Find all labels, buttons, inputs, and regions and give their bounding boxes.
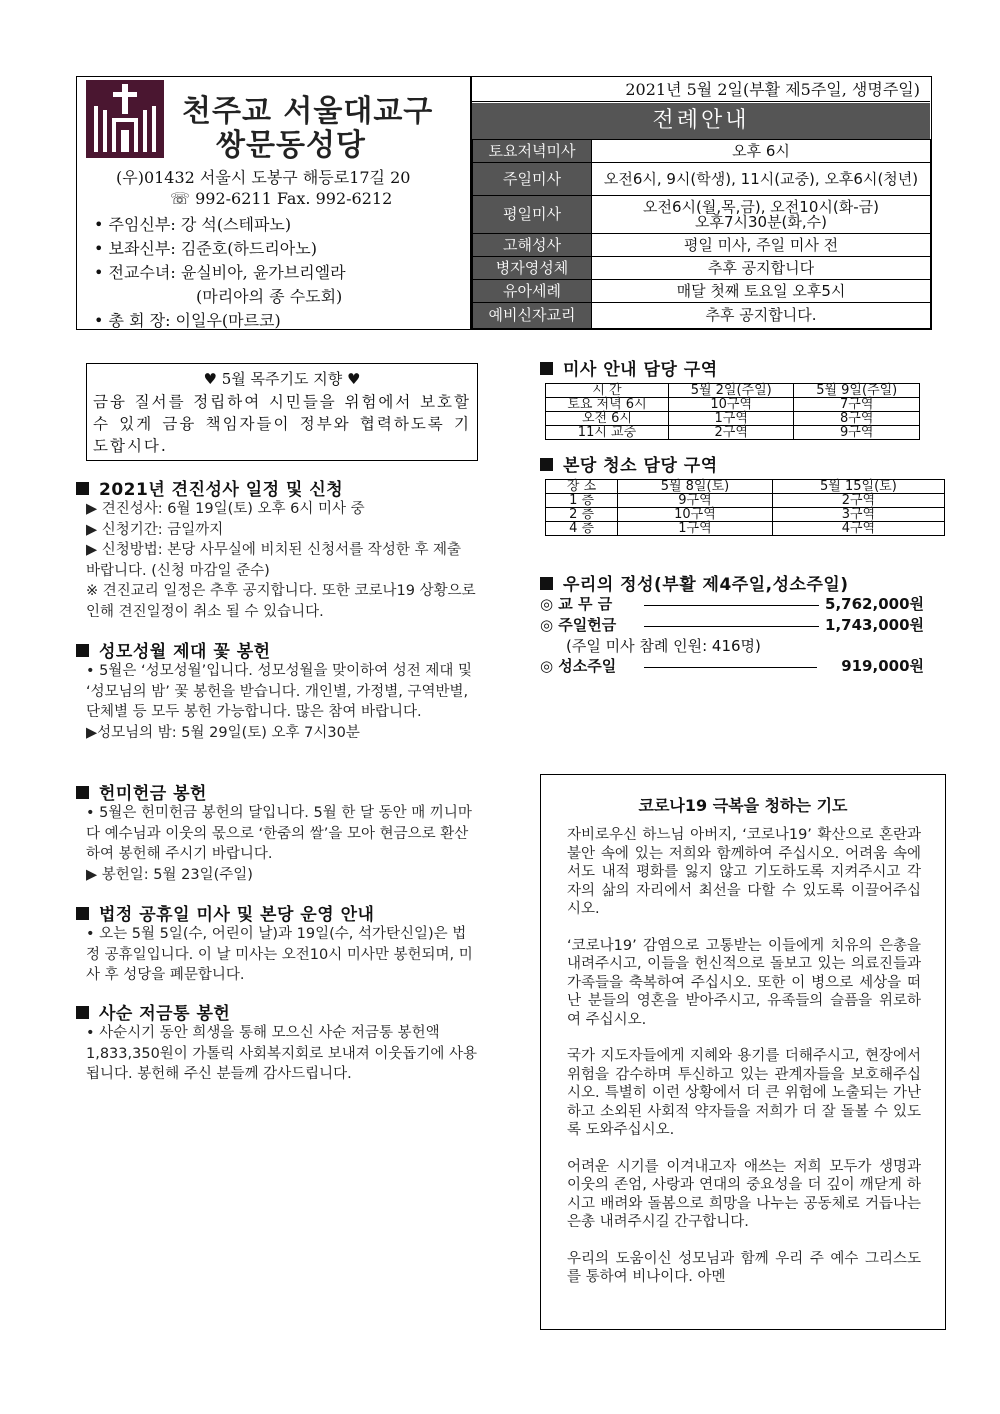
liturgy-value: 추후 공지합니다 xyxy=(592,257,931,280)
table-row: 11시 교중 2구역 9구역 xyxy=(546,426,920,440)
table-row: 장 소 5월 8일(토) 5월 15일(토) xyxy=(546,480,945,494)
parish-phone: ☏ 992-6211 Fax. 992-6212 xyxy=(170,189,393,208)
liturgy-label: 고해성사 xyxy=(473,234,592,257)
liturgy-label: 주일미사 xyxy=(473,163,592,196)
corona-prayer-body: 자비로우신 하느님 아버지, ‘코로나19’ 확산으로 혼란과 불안 속에 있는 저희와 함께하여 주십시오. 어려움 속에서도 내적 평화를 잃지 않고 기도하도록 지켜주시고 각자의 삶의 자리에서 최선을 다할 수 있도록 이끌어주십시오. ‘코로나19’ 감염으로 고통받는 이들에게 치유의 은총을 내려주시고, 이들을 헌신적으로 돌보고 있는 의료진들과 가족들을 축복하여 주십시오. 또한 이 병으로 세상을 떠난 분들의 영혼을 받아주시고, 유족들의 슬픔을 위로하여 주십시오. 국가 지도자들에게 지혜와 용기를 더해주시고, 현장에서 위험을 감수하며 투신하고 있는 관계자들을 보호해주십시오. 특별히 이런 상황에서 더 큰 위험에 노출되는 가난하고 소외된 사회적 약자들을 저희가 더 잘 돌볼 수 있도록 도와주십시오. 어려운 시기를 이겨내고자 애쓰는 저희 모두가 생명과 이웃의 존엄, 사랑과 연대의 중요성을 더 깊이 깨닫게 하시고 배려와 돌봄으로 희망을 나누는 공동체로 거듭나는 은총 내려주시길 간구합니다. 우리의 도움이신 성모님과 함께 우리 주 예수 그리스도를 통하여 비나이다. 아멘 xyxy=(567,827,921,1285)
square-bullet-icon xyxy=(76,1006,89,1019)
liturgy-label: 예비신자교리 xyxy=(473,303,592,329)
section-title: 성모성월 제대 꽃 봉헌 xyxy=(76,637,271,662)
section-title: 법정 공휴일 미사 및 본당 운영 안내 xyxy=(76,900,374,925)
liturgy-row xyxy=(473,303,931,329)
liturgy-label: 평일미사 xyxy=(473,196,592,234)
prayer-intent-box xyxy=(86,363,478,461)
square-bullet-icon xyxy=(76,907,89,920)
liturgy-value: 평일 미사, 주일 미사 전 xyxy=(592,234,931,257)
mass-zones-title: 미사 안내 담당 구역 xyxy=(540,355,718,380)
liturgy-label: 유아세례 xyxy=(473,280,592,303)
section-body: • 오는 5월 5일(수, 어린이 날)과 19일(수, 석가탄신일)은 법정 공휴일입니다. 이 날 미사는 오전10시 미사만 봉헌되며, 미사 후 성당을 폐문합니다. xyxy=(86,926,473,983)
offering-row: ◎ 주일헌금 1,743,000원 xyxy=(540,616,924,634)
parish-address: (우)01432 서울시 도봉구 해등로17길 20 xyxy=(116,168,411,187)
liturgy-value: 오전6시(월,목,금), 오전10시(화-금) 오후7시30분(화,수) xyxy=(592,196,931,234)
prayer-intent-title: ♥ 5월 목주기도 지향 ♥ xyxy=(203,370,361,388)
parish-name: 쌍문동성당 xyxy=(216,128,366,163)
square-bullet-icon xyxy=(76,786,89,799)
offering-row: ◎ 교 무 금 5,762,000원 xyxy=(540,595,924,613)
square-bullet-icon xyxy=(76,482,89,495)
section-body: • 5월은 헌미헌금 봉헌의 달입니다. 5월 한 달 동안 매 끼니마다 예수님과 이웃의 몫으로 ‘한줌의 쌀’을 모아 현금으로 환산하여 봉헌해 주시기 바랍니다. ▶ 봉헌일: 5월 23일(주일) xyxy=(86,805,472,883)
table-row: 1 층 9구역 2구역 xyxy=(546,494,945,508)
staff-president: • 총 회 장: 이일우(마르코) xyxy=(94,311,281,330)
square-bullet-icon xyxy=(76,644,89,657)
staff-sisters-order: (마리아의 종 수도회) xyxy=(196,287,343,306)
liturgy-value: 매달 첫째 토요일 오후5시 xyxy=(592,280,931,303)
section-body: • 5월은 ‘성모성월’입니다. 성모성월을 맞이하여 성전 제대 및 ‘성모님의 밤’ 꽃 봉헌을 받습니다. 개인별, 가정별, 구역반별, 단체별 등 모두 봉헌 가능합니다. 많은 참여 바랍니다. ▶성모님의 밤: 5월 29일(토) 오후 7시30분 xyxy=(86,663,473,741)
cleaning-zones-title: 본당 청소 담당 구역 xyxy=(540,451,718,476)
staff-pastor: • 주임신부: 강 석(스테파노) xyxy=(94,215,292,234)
cleaning-zones-table xyxy=(545,479,945,536)
offering-title: 우리의 정성(부활 제4주일,성소주일) xyxy=(540,570,849,595)
table-row: 2 층 10구역 3구역 xyxy=(546,508,945,522)
liturgy-label: 토요저녁미사 xyxy=(473,140,592,163)
corona-prayer-title: 코로나19 극복을 청하는 기도 xyxy=(638,796,848,815)
liturgy-row xyxy=(473,163,931,196)
staff-assistant: • 보좌신부: 김준호(하드리아노) xyxy=(94,239,317,258)
mass-zones-table xyxy=(545,383,920,440)
liturgy-label: 병자영성체 xyxy=(473,257,592,280)
section-body: ▶ 견진성사: 6월 19일(토) 오후 6시 미사 중 ▶ 신청기간: 금일까지 ▶ 신청방법: 본당 사무실에 비치된 신청서를 작성한 후 제출 바랍니다. (신청 마감일 준수) ※ 견진교리 일정은 추후 공지합니다. 또한 코로나19 상황으로 인해 견진일정이 취소 될 수 있습니다. xyxy=(86,501,476,620)
liturgy-row xyxy=(473,280,931,303)
table-row: 시 간 5월 2일(주일) 5월 9일(주일) xyxy=(546,384,920,398)
table-row: 4 층 1구역 4구역 xyxy=(546,522,945,536)
square-bullet-icon xyxy=(540,458,553,471)
section-title: 2021년 견진성사 일정 및 신청 xyxy=(76,475,343,500)
liturgy-table xyxy=(472,139,931,329)
liturgy-value: 오전6시, 9시(학생), 11시(교중), 오후6시(청년) xyxy=(592,163,931,196)
offering-list xyxy=(540,593,924,676)
offering-row: ◎ 성소주일 919,000원 xyxy=(540,657,924,675)
prayer-intent-body: 금융 질서를 정립하여 시민들을 위험에서 보호할 수 있게 금융 책임자들이 정부와 협력하도록 기도합시다. xyxy=(93,393,471,455)
section-title: 헌미헌금 봉헌 xyxy=(76,779,207,804)
bulletin-date: 2021년 5월 2일(부활 제5주일, 생명주일) xyxy=(472,78,930,102)
parish-archdiocese: 천주교 서울대교구 xyxy=(182,94,434,129)
church-logo-icon xyxy=(86,80,164,158)
square-bullet-icon xyxy=(540,577,553,590)
staff-sisters: • 전교수녀: 윤실비아, 윤가브리엘라 xyxy=(94,263,346,282)
liturgy-row xyxy=(473,234,931,257)
liturgy-row xyxy=(473,257,931,280)
offering-note: (주일 미사 참례 인원: 416명) xyxy=(566,637,761,655)
liturgy-row xyxy=(473,196,931,234)
liturgy-title: 전례안내 xyxy=(472,103,930,139)
liturgy-value: 오후 6시 xyxy=(592,140,931,163)
parish-logo xyxy=(86,80,164,158)
liturgy-value: 추후 공지합니다. xyxy=(592,303,931,329)
liturgy-row xyxy=(473,140,931,163)
section-body: • 사순시기 동안 희생을 통해 모으신 사순 저금통 봉헌액 1,833,350원이 가톨릭 사회복지회로 보내져 이웃돕기에 사용됩니다. 봉헌해 주신 분들께 감사드립니다. xyxy=(86,1025,477,1082)
section-title: 사순 저금통 봉헌 xyxy=(76,999,230,1024)
table-row: 토요 저녁 6시 10구역 7구역 xyxy=(546,398,920,412)
square-bullet-icon xyxy=(540,362,553,375)
table-row: 오전 6시 1구역 8구역 xyxy=(546,412,920,426)
